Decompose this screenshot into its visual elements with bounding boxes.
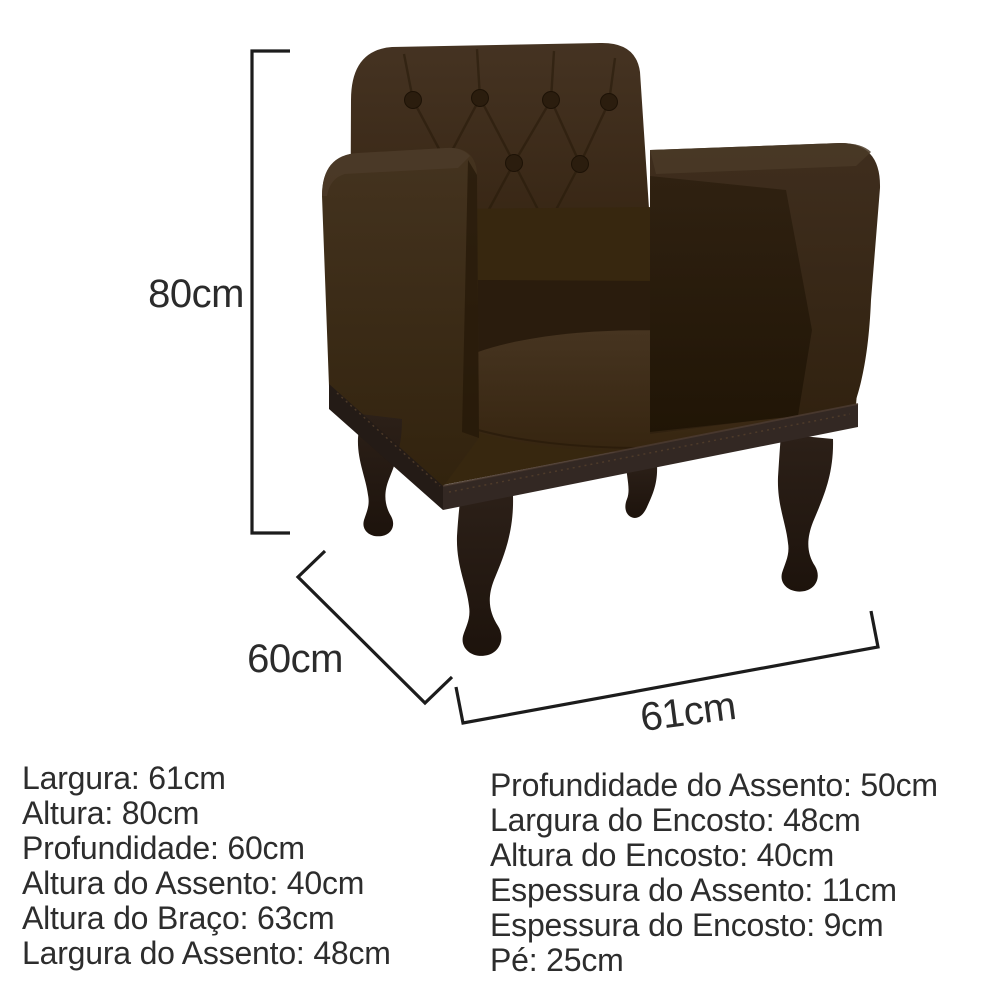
spec-altura-do-braco: Altura do Braço: 63cm (22, 900, 335, 936)
spec-altura-do-encosto: Altura do Encosto: 40cm (490, 837, 835, 873)
spec-profundidade: Profundidade: 60cm (22, 830, 305, 866)
spec-altura-do-assento: Altura do Assento: 40cm (22, 865, 365, 901)
front-left-leg (457, 490, 513, 656)
spec-largura: Largura: 61cm (22, 760, 226, 796)
spec-profundidade-do-assento: Profundidade do Assento: 50cm (490, 767, 938, 803)
specs-column-right (490, 768, 938, 978)
spec-largura-do-assento: Largura do Assento: 48cm (22, 935, 391, 971)
spec-espessura-do-assento: Espessura do Assento: 11cm (490, 872, 897, 908)
specs-column-left (22, 761, 391, 971)
height-dimension-label: 80cm (148, 272, 244, 316)
chair-right-arm (650, 143, 880, 434)
armchair (322, 43, 880, 656)
right-arm-inner-face (650, 176, 812, 432)
width-dimension-label: 61cm (637, 683, 739, 741)
spec-espessura-do-encosto: Espessura do Encosto: 9cm (490, 907, 884, 943)
spec-largura-do-encosto: Largura do Encosto: 48cm (490, 802, 861, 838)
spec-pe: Pé: 25cm (490, 942, 624, 978)
height-dimension-line (252, 51, 290, 533)
front-right-leg (778, 434, 833, 592)
depth-dimension-label: 60cm (247, 637, 343, 681)
spec-altura: Altura: 80cm (22, 795, 200, 831)
